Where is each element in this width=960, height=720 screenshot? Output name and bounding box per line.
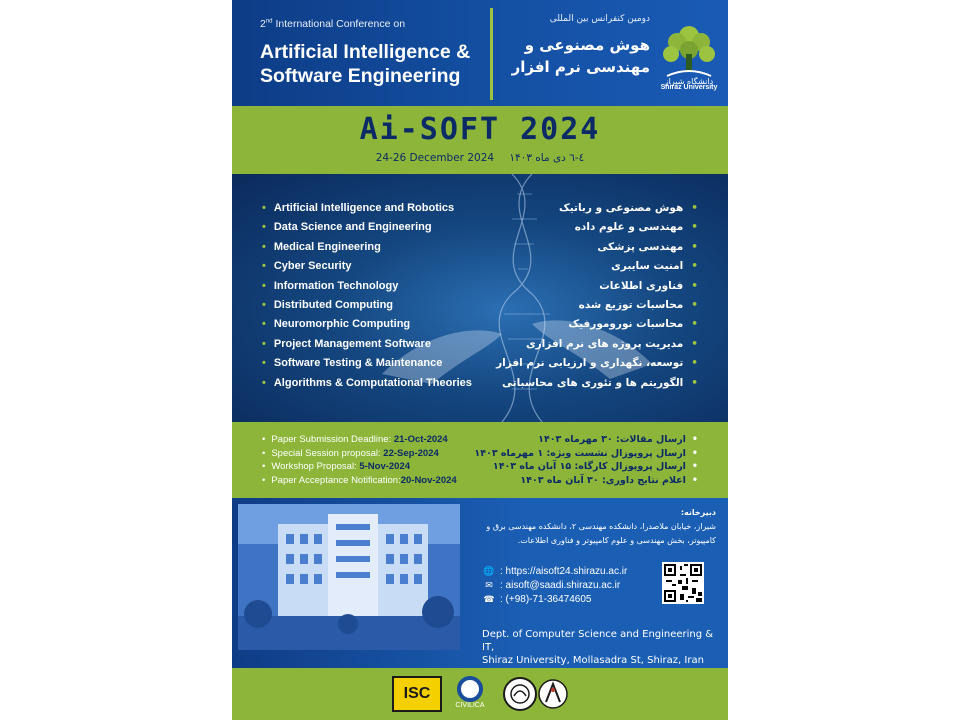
header-divider: [490, 8, 493, 100]
secretariat-label: دبیرخانه:: [680, 508, 716, 517]
header-persian: [500, 14, 650, 78]
topic-fa: • محاسبات توزیع شده: [496, 299, 698, 318]
topic-en: • Distributed Computing: [262, 299, 472, 318]
department-address: Dept. of Computer Science and Engineering & IT, Shiraz University, Mollasadra St, Shiraz, Iran: [482, 629, 714, 666]
university-caption: Shiraz University: [660, 84, 718, 91]
conference-title-fa-line1: هوش مصنوعی و: [524, 36, 650, 54]
deadline-en: • Special Session proposal: 22-Sep-2024: [262, 448, 457, 462]
qr-code[interactable]: [662, 562, 704, 604]
event-dates: [232, 152, 728, 164]
topic-en: • Cyber Security: [262, 260, 472, 279]
topic-en: • Project Management Software: [262, 338, 472, 357]
event-date-fa: ٤-٦ دی ماه ۱۴۰۳: [509, 152, 585, 164]
topic-fa: • توسعه، نگهداری و ارزیابی نرم افزار: [496, 357, 698, 376]
svg-text:دانشگاه شیراز: دانشگاه شیراز: [664, 77, 714, 86]
sponsor-seal-logo: [502, 676, 538, 712]
topic-en: • Artificial Intelligence and Robotics: [262, 202, 472, 221]
topic-en: • Software Testing & Maintenance: [262, 357, 472, 376]
deadline-fa: • اعلام نتایج داوری: ۳۰ آبان ماه ۱۴۰۳: [474, 475, 698, 489]
deadlines-list-fa: [474, 434, 698, 488]
conference-title-line1: Artificial Intelligence &: [260, 41, 471, 63]
contact-info: [482, 564, 627, 606]
email-row: [482, 578, 627, 592]
conference-subtitle: 2nd International Conference on: [260, 18, 406, 30]
conference-subtitle-fa: دومین کنفرانس بین المللی: [549, 14, 650, 24]
topics-list-en: [262, 202, 472, 396]
deadline-fa: • ارسال پروپوزال نشست ویژه: ۱ مهرماه ۱۴۰۳: [474, 448, 698, 462]
deadline-fa: • ارسال مقالات: ۳۰ مهرماه ۱۴۰۳: [474, 434, 698, 448]
topic-en: • Medical Engineering: [262, 241, 472, 260]
isc-logo: ISC: [392, 676, 442, 712]
address-text-fa: شیراز، خیابان ملاصدرا، دانشکده مهندسی ۲، دانشکده مهندسی برق و کامپیوتر، بخش مهندسی و علوم کامپیوتر و فناوری اطلاعات.: [486, 522, 716, 545]
building-photo: [238, 504, 460, 650]
deadline-en: • Workshop Proposal: 5-Nov-2024: [262, 461, 457, 475]
sponsors-band: [232, 668, 728, 720]
event-band: [232, 106, 728, 174]
poster-header: [232, 0, 728, 106]
conference-title-fa-line2: مهندسی نرم افزار: [511, 58, 650, 76]
deadline-en: • Paper Submission Deadline: 21-Oct-2024: [262, 434, 457, 448]
website-link[interactable]: : https://aisoft24.shirazu.ac.ir: [500, 565, 628, 577]
topic-en: • Information Technology: [262, 280, 472, 299]
phone-number: : (+98)-71-36474605: [500, 593, 592, 605]
email-icon: ✉: [485, 579, 493, 590]
topic-fa: • محاسبات نورومورفیک: [496, 318, 698, 337]
address-persian: [476, 506, 716, 548]
globe-icon: 🌐: [483, 565, 495, 576]
phone-row: [482, 592, 627, 606]
sponsor-emblem-logo: [538, 676, 568, 712]
deadline-fa: • ارسال پروپوزال کارگاه: ۱۵ آبان ماه ۱۴۰۳: [474, 461, 698, 475]
shiraz-university-logo: [657, 20, 721, 94]
conference-title-line2: Software Engineering: [260, 65, 461, 87]
civilica-mark-icon: [457, 676, 483, 702]
topics-section: [232, 174, 728, 422]
deadline-en: • Paper Acceptance Notification:20-Nov-2024: [262, 475, 457, 489]
topic-fa: • الگوریتم ها و تئوری های محاسباتی: [496, 377, 698, 396]
topic-fa: • امنیت سایبری: [496, 260, 698, 279]
topic-fa: • مهندسی و علوم داده: [496, 221, 698, 240]
topic-en: • Neuromorphic Computing: [262, 318, 472, 337]
event-date-en: 24-26 December 2024: [375, 152, 495, 164]
topic-en: • Data Science and Engineering: [262, 221, 472, 240]
header-english: [260, 18, 500, 88]
phone-icon: ☎: [483, 593, 495, 604]
topic-fa: • فناوری اطلاعات: [496, 280, 698, 299]
deadlines-list-en: [262, 434, 457, 488]
topic-en: • Algorithms & Computational Theories: [262, 377, 472, 396]
conference-poster: [232, 0, 728, 720]
topic-fa: • مدیریت پروژه های نرم افزاری: [496, 338, 698, 357]
website-row: [482, 564, 627, 578]
civilica-logo: CIVILICA: [450, 676, 490, 712]
email-link[interactable]: : aisoft@saadi.shirazu.ac.ir: [500, 579, 621, 591]
topics-list-fa: [496, 202, 698, 396]
topic-fa: • مهندسی پزشکی: [496, 241, 698, 260]
topic-fa: • هوش مصنوعی و رباتیک: [496, 202, 698, 221]
deadlines-section: [232, 422, 728, 498]
event-name: Ai-SOFT 2024: [359, 112, 601, 147]
contact-section: [232, 498, 728, 668]
